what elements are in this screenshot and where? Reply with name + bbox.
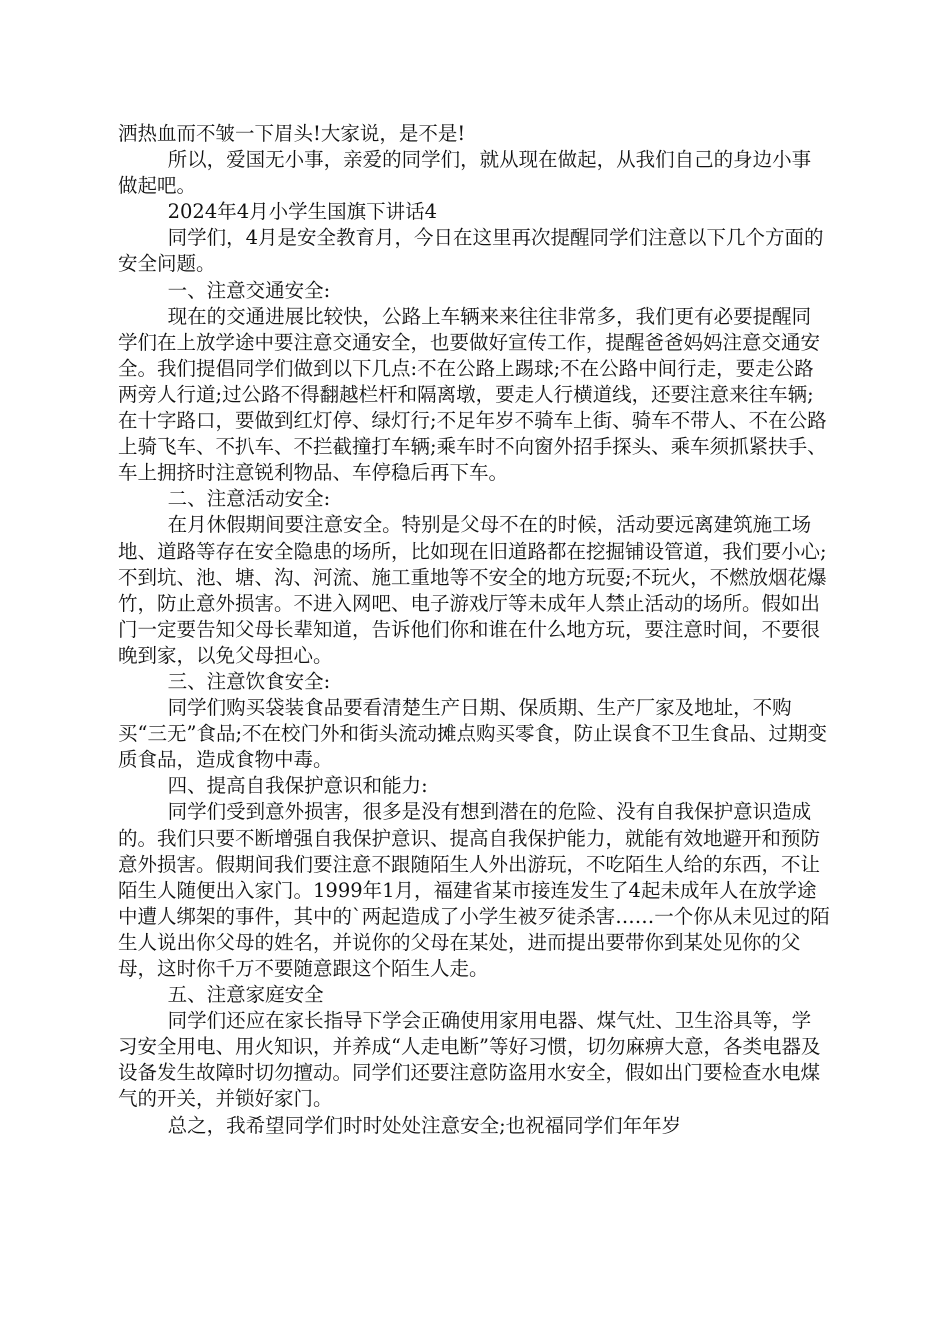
heading-activity-safety: 二、注意活动安全:	[118, 487, 331, 511]
paragraph-food-safety: 同学们购买袋装食品要看清楚生产日期、保质期、生产厂家及地址，不购买“三无”食品;不在校门外和街头流动摊点购买零食，防止误食不卫生食品、过期变质食品，造成食物中毒。	[118, 696, 828, 772]
paragraph-intro: 同学们，4月是安全教育月，今日在这里再次提醒同学们注意以下几个方面的安全问题。	[118, 226, 824, 276]
paragraph-traffic-safety: 现在的交通进展比较快，公路上车辆来来往往非常多，我们更有必要提醒同学们在上放学途中要注意交通安全，也要做好宣传工作，提醒爸爸妈妈注意交通安全。我们提倡同学们做到以下几点:不在公路上踢球;不在公路中间行走，要走公路两旁人行道;过公路不得翻越栏杆和隔离墩，要走人行横道线，还要注意来往车辆;在十字路口，要做到红灯停、绿灯行;不足年岁不骑车上街、骑车不带人、不在公路上骑飞车、不扒车、不拦截撞打车辆;乘车时不向窗外招手探头、乘车须抓紧扶手、车上拥挤时注意锐利物品、车停稳后再下车。	[118, 304, 827, 485]
heading-self-protection: 四、提高自我保护意识和能力:	[118, 774, 428, 798]
paragraph-1: 洒热血而不皱一下眉头!大家说，是不是!	[118, 122, 466, 145]
heading-food-safety: 三、注意饮食安全:	[118, 669, 331, 693]
heading-traffic-safety: 一、注意交通安全:	[118, 278, 331, 302]
heading-home-safety: 五、注意家庭安全	[118, 983, 324, 1007]
paragraph-self-protection: 同学们受到意外损害，很多是没有想到潜在的危险、没有自我保护意识造成的。我们只要不断增强自我保护意识、提高自我保护能力，就能有效地避开和预防意外损害。假期间我们要注意不跟随陌生人外出游玩，不吃陌生人给的东西，不让陌生人随便出入家门。1999年1月，福建省某市接连发生了4起未成年人在放学途中遭人绑架的事件，其中的`两起造成了小学生被歹徒杀害……一个你从未见过的陌生人说出你父母的姓名，并说你的父母在某处，进而提出要带你到某处见你的父母，这时你千万不要随意跟这个陌生人走。	[118, 800, 830, 980]
paragraph-activity-safety: 在月休假期间要注意安全。特别是父母不在的时候，活动要远离建筑施工场地、道路等存在安全隐患的场所，比如现在旧道路都在挖掘铺设管道，我们要小心;不到坑、池、塘、沟、河流、施工重地等不安全的地方玩耍;不玩火，不燃放烟花爆竹，防止意外损害。不进入网吧、电子游戏厅等未成年人禁止活动的场所。假如出门一定要告知父母长辈知道，告诉他们你和谁在什么地方玩，要注意时间，不要很晚到家，以免父母担心。	[118, 513, 827, 667]
paragraph-conclusion: 总之，我希望同学们时时处处注意安全;也祝福同学们年年岁	[118, 1113, 682, 1137]
section-title-speech-4: 2024年4月小学生国旗下讲话4	[118, 200, 438, 224]
paragraph-2: 所以，爱国无小事，亲爱的同学们，就从现在做起，从我们自己的身边小事做起吧。	[118, 148, 812, 198]
document-body	[118, 121, 830, 1139]
paragraph-home-safety: 同学们还应在家长指导下学会正确使用家用电器、煤气灶、卫生浴具等，学习安全用电、用火知识，并养成“人走电断”等好习惯，切勿麻痹大意，各类电器及设备发生故障时切勿擅动。同学们还要注意防盗用水安全，假如出门要检查水电煤气的开关，并锁好家门。	[118, 1009, 821, 1111]
